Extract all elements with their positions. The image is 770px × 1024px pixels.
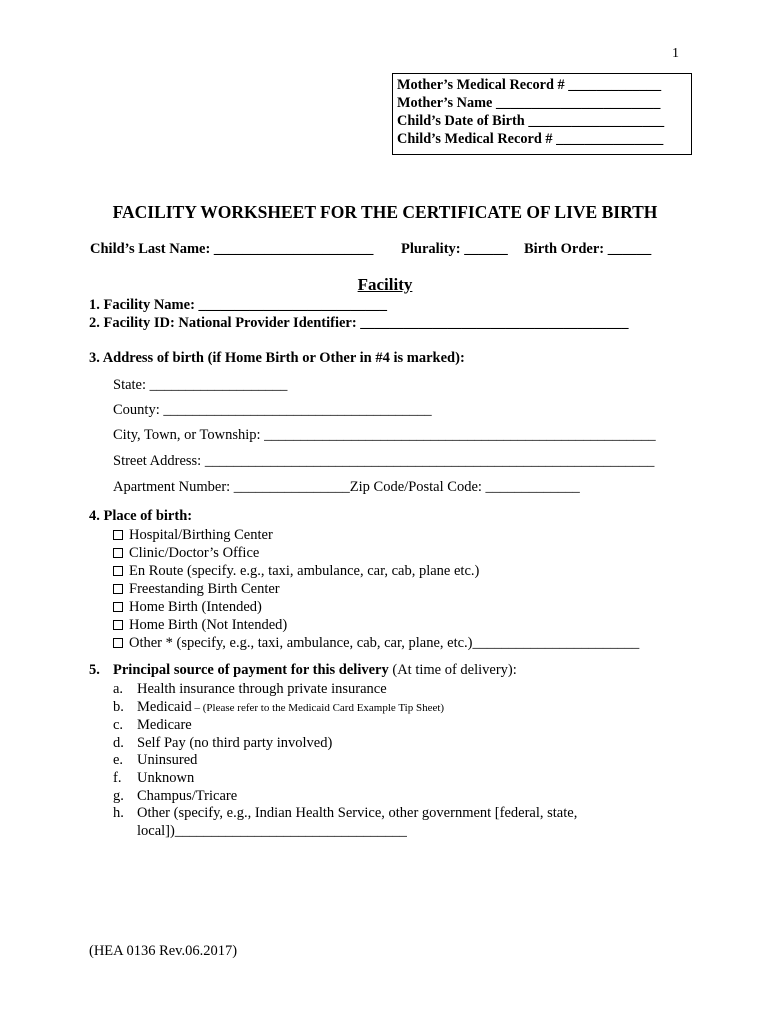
payment-source-label: 5. Principal source of payment for this delivery (At time of delivery): bbox=[89, 662, 517, 678]
childs-date-of-birth-field[interactable]: Child’s Date of Birth ___________________ bbox=[397, 113, 665, 129]
checkbox-icon[interactable] bbox=[113, 584, 123, 594]
place-option[interactable]: Clinic/Doctor’s Office bbox=[113, 544, 639, 562]
payment-option[interactable]: c. Medicare bbox=[113, 717, 192, 734]
birth-order-field[interactable]: Birth Order: ______ bbox=[524, 241, 652, 257]
payment-option[interactable]: f. Unknown bbox=[113, 769, 195, 786]
facility-id-field[interactable]: 2. Facility ID: National Provider Identifier: _____________________________________ bbox=[89, 315, 629, 331]
county-field[interactable]: County: _____________________________________ bbox=[113, 402, 432, 418]
checkbox-icon[interactable] bbox=[113, 638, 123, 648]
place-of-birth-options bbox=[113, 526, 639, 652]
place-option[interactable]: Home Birth (Intended) bbox=[113, 598, 639, 616]
payment-options bbox=[113, 681, 577, 840]
mothers-name-field[interactable]: Mother’s Name _______________________ bbox=[397, 95, 661, 111]
payment-option[interactable]: a. Health insurance through private insurance bbox=[113, 681, 387, 697]
payment-other-specify-field[interactable]: local])________________________________ bbox=[137, 822, 407, 839]
place-option[interactable]: Other * (specify, e.g., taxi, ambulance, cab, car, plane, etc.)_______________________ bbox=[113, 634, 639, 652]
street-address-field[interactable]: Street Address: ______________________________________________________________ bbox=[113, 453, 655, 469]
place-option[interactable]: Hospital/Birthing Center bbox=[113, 526, 639, 544]
payment-option[interactable]: h. Other (specify, e.g., Indian Health Service, other government [federal, state, bbox=[113, 805, 578, 822]
section-heading: Facility bbox=[357, 275, 413, 294]
checkbox-icon[interactable] bbox=[113, 530, 123, 540]
mothers-medical-record-field[interactable]: Mother’s Medical Record # _____________ bbox=[397, 77, 662, 93]
document-title: FACILITY WORKSHEET FOR THE CERTIFICATE OF LIVE BIRTH bbox=[112, 202, 658, 222]
payment-option[interactable]: g. Champus/Tricare bbox=[113, 787, 238, 804]
place-of-birth-label: 4. Place of birth: bbox=[89, 508, 193, 524]
checkbox-icon[interactable] bbox=[113, 602, 123, 612]
city-field[interactable]: City, Town, or Township: ______________________________________________________ bbox=[113, 427, 656, 443]
page-number: 1 bbox=[672, 46, 679, 61]
payment-option[interactable]: b. Medicaid – (Please refer to the Medicaid Card Example Tip Sheet) bbox=[113, 698, 445, 715]
checkbox-icon[interactable] bbox=[113, 566, 123, 576]
record-info-box bbox=[392, 73, 692, 155]
payment-option[interactable]: d. Self Pay (no third party involved) bbox=[113, 734, 333, 751]
place-option[interactable]: Home Birth (Not Intended) bbox=[113, 616, 639, 634]
place-option[interactable]: En Route (specify. e.g., taxi, ambulance, car, cab, plane etc.) bbox=[113, 562, 639, 580]
payment-option[interactable]: e. Uninsured bbox=[113, 752, 198, 769]
apartment-zip-field[interactable]: Apartment Number: ________________Zip Code/Postal Code: _____________ bbox=[113, 479, 580, 495]
state-field[interactable]: State: ___________________ bbox=[113, 377, 288, 393]
plurality-field[interactable]: Plurality: ______ bbox=[401, 241, 508, 257]
address-of-birth-label: 3. Address of birth (if Home Birth or Other in #4 is marked): bbox=[89, 350, 465, 366]
place-option[interactable]: Freestanding Birth Center bbox=[113, 580, 639, 598]
form-revision-footer: (HEA 0136 Rev.06.2017) bbox=[89, 943, 238, 959]
childs-last-name-field[interactable]: Child’s Last Name: ______________________ bbox=[90, 241, 374, 257]
checkbox-icon[interactable] bbox=[113, 620, 123, 630]
childs-medical-record-field[interactable]: Child’s Medical Record # _______________ bbox=[397, 131, 664, 147]
facility-name-field[interactable]: 1. Facility Name: __________________________ bbox=[89, 297, 388, 313]
checkbox-icon[interactable] bbox=[113, 548, 123, 558]
